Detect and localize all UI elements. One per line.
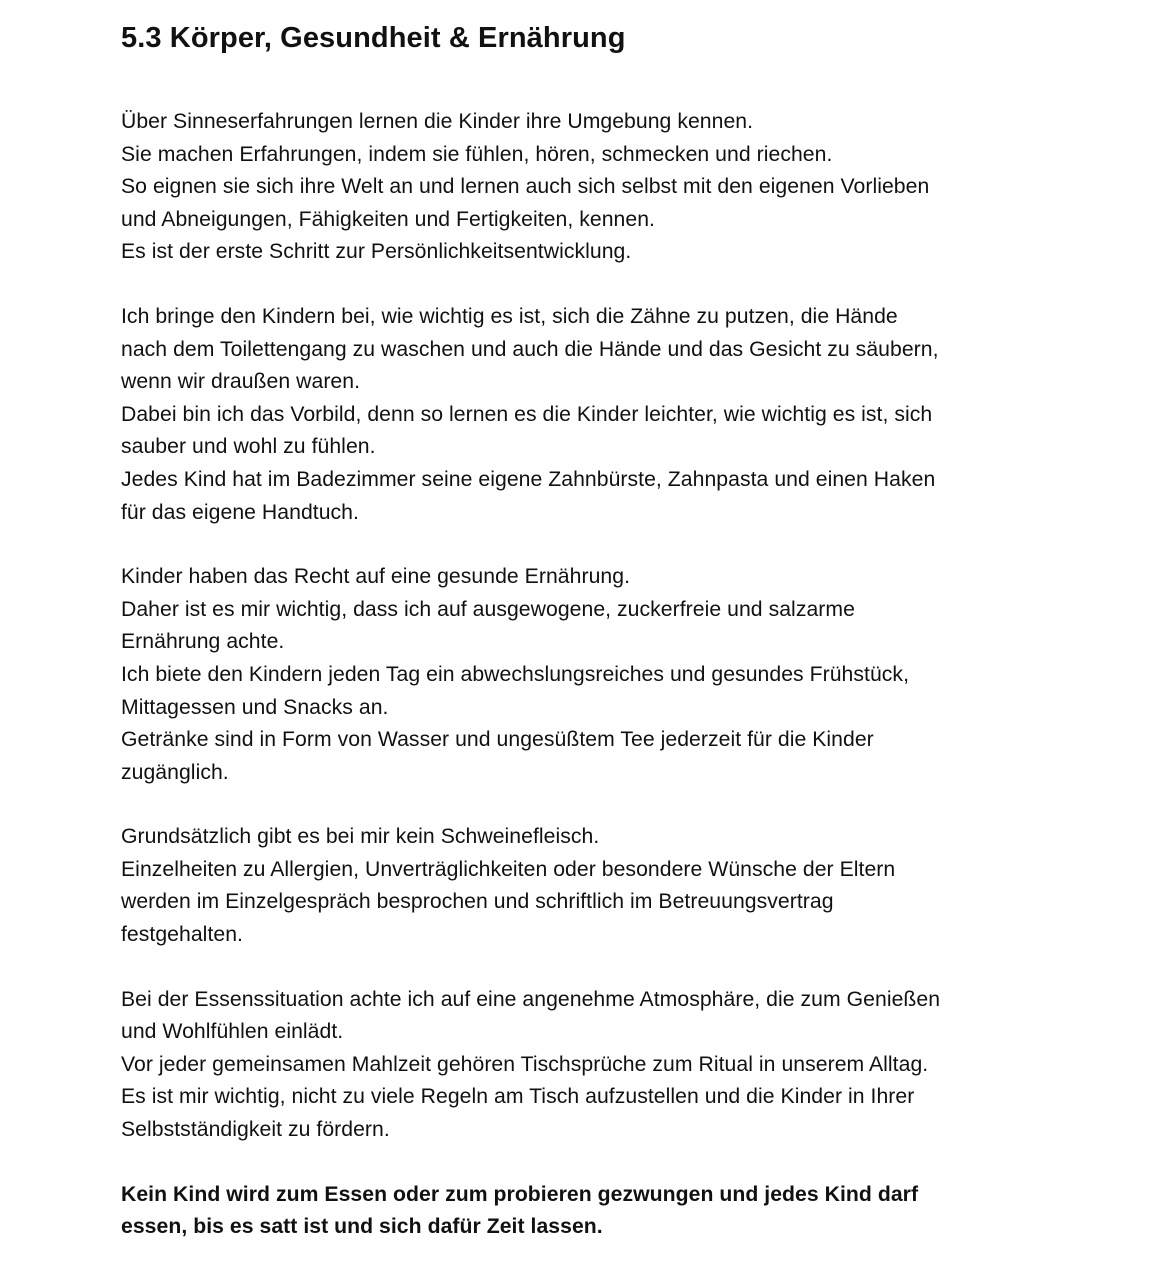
text-line: Vor jeder gemeinsamen Mahlzeit gehören Tischsprüche zum Ritual in unserem Alltag. xyxy=(121,1052,929,1076)
document-page xyxy=(121,18,1081,1276)
section-heading: 5.3 Körper, Gesundheit & Ernährung xyxy=(121,22,626,54)
paragraph-mealtime xyxy=(121,984,1081,1147)
text-line: und Wohlfühlen einlädt. xyxy=(121,1020,344,1044)
paragraph-sensory-experiences xyxy=(121,106,1081,269)
text-line: Über Sinneserfahrungen lernen die Kinder ihre Umgebung kennen. xyxy=(121,110,754,133)
text-line-bold: Kein Kind wird zum Essen oder zum probieren gezwungen und jedes Kind darf xyxy=(121,1182,919,1206)
text-line-bold: essen, bis es satt ist und sich dafür Zeit lassen. xyxy=(121,1215,603,1239)
text-line: Kinder haben das Recht auf eine gesunde Ernährung. xyxy=(121,565,631,589)
text-line: So eignen sie sich ihre Welt an und lernen auch sich selbst mit den eigenen Vorlieben xyxy=(121,175,930,199)
paragraph-no-forced-eating xyxy=(121,1179,1081,1244)
paragraph-hygiene xyxy=(121,301,1081,529)
text-line: Getränke sind in Form von Wasser und ungesüßtem Tee jederzeit für die Kinder xyxy=(121,728,874,752)
text-line: zugänglich. xyxy=(121,760,229,784)
paragraph-nutrition xyxy=(121,561,1081,789)
text-line: Grundsätzlich gibt es bei mir kein Schweinefleisch. xyxy=(121,825,600,849)
paragraph-dietary-details xyxy=(121,821,1081,951)
text-line: Jedes Kind hat im Badezimmer seine eigene Zahnbürste, Zahnpasta und einen Haken xyxy=(121,467,936,491)
text-line: Mittagessen und Snacks an. xyxy=(121,695,389,719)
text-line: nach dem Toilettengang zu waschen und auch die Hände und das Gesicht zu säubern, xyxy=(121,337,939,361)
text-line: Sie machen Erfahrungen, indem sie fühlen, hören, schmecken und riechen. xyxy=(121,142,833,166)
text-line: Es ist der erste Schritt zur Persönlichkeitsentwicklung. xyxy=(121,240,632,264)
text-line: wenn wir draußen waren. xyxy=(121,370,361,394)
text-line: werden im Einzelgespräch besprochen und schriftlich im Betreuungsvertrag xyxy=(121,890,834,914)
text-line: Ich bringe den Kindern bei, wie wichtig es ist, sich die Zähne zu putzen, die Hände xyxy=(121,304,898,328)
text-line: festgehalten. xyxy=(121,923,243,947)
text-line: Es ist mir wichtig, nicht zu viele Regeln am Tisch aufzustellen und die Kinder in Ihrer xyxy=(121,1085,915,1109)
text-line: Ernährung achte. xyxy=(121,630,285,654)
text-line: sauber und wohl zu fühlen. xyxy=(121,435,376,459)
text-line: Ich biete den Kindern jeden Tag ein abwechslungsreiches und gesundes Frühstück, xyxy=(121,662,910,686)
text-line: und Abneigungen, Fähigkeiten und Fertigkeiten, kennen. xyxy=(121,207,655,231)
text-line: für das eigene Handtuch. xyxy=(121,500,359,524)
text-line: Dabei bin ich das Vorbild, denn so lernen es die Kinder leichter, wie wichtig es ist, sich xyxy=(121,402,933,426)
text-line: Bei der Essenssituation achte ich auf eine angenehme Atmosphäre, die zum Genießen xyxy=(121,987,941,1011)
text-line: Selbstständigkeit zu fördern. xyxy=(121,1118,390,1142)
text-line: Daher ist es mir wichtig, dass ich auf ausgewogene, zuckerfreie und salzarme xyxy=(121,597,855,621)
text-line: Einzelheiten zu Allergien, Unverträglichkeiten oder besondere Wünsche der Eltern xyxy=(121,857,896,881)
